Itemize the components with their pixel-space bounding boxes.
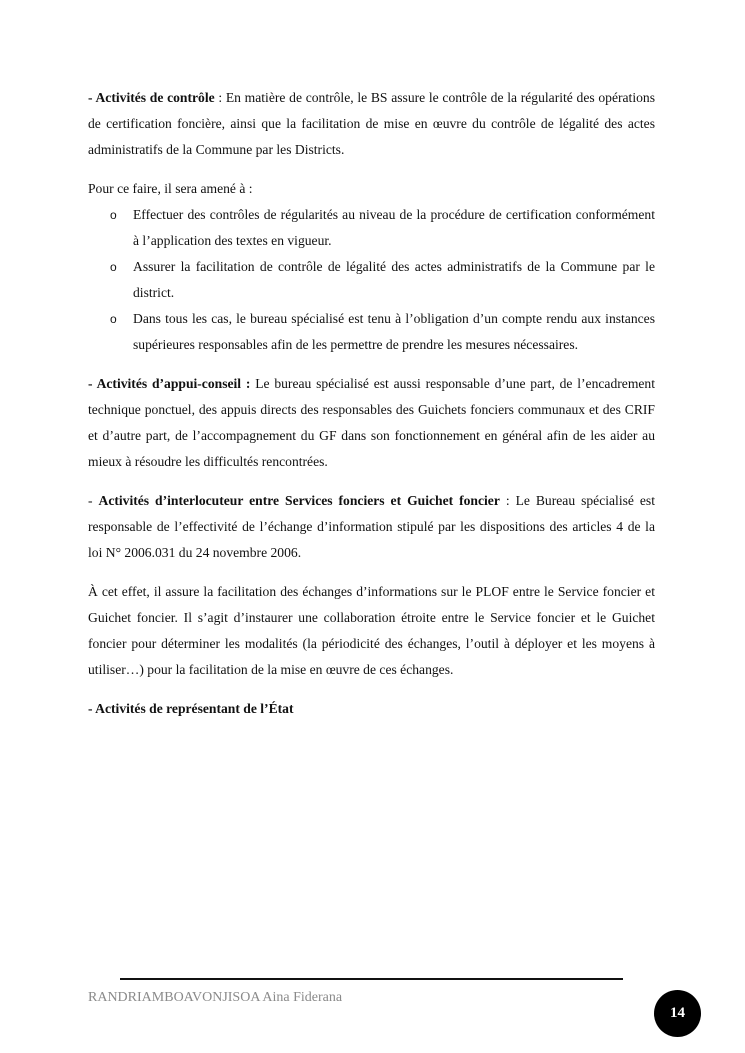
list-item — [88, 306, 655, 358]
heading-controle: - Activités de contrôle — [88, 90, 215, 105]
paragraph-representant — [88, 696, 655, 722]
circle-bullet-icon: o — [110, 312, 117, 326]
bullet-list — [88, 202, 655, 358]
paragraph-effet: À cet effet, il assure la facilitation des échanges d’informations sur le PLOF entre le Service foncier et Guichet foncier. Il s’agit d’instaurer une collaboration étroite entre le Service foncier et le Guichet foncier pour déterminer les modalités (la périodicité des échanges, l’outil à déployer et les moyens à utiliser…) pour la facilitation de la mise en œuvre de ces échanges. — [88, 584, 655, 677]
list-item-text: Effectuer des contrôles de régularités au niveau de la procédure de certification conformément à l’application des textes en vigueur. — [133, 207, 655, 248]
prefix-interlocuteur: - — [88, 493, 99, 508]
paragraph-intro: Pour ce faire, il sera amené à : — [88, 181, 253, 196]
footer-divider — [120, 978, 623, 980]
paragraph-interlocuteur — [88, 488, 655, 566]
page-number: 14 — [670, 1005, 685, 1021]
heading-interlocuteur: Activités d’interlocuteur entre Services fonciers et Guichet foncier — [98, 493, 500, 508]
list-item — [88, 254, 655, 306]
heading-appui-conseil: - Activités d’appui-conseil : — [88, 376, 251, 391]
list-item-text: Dans tous les cas, le bureau spécialisé est tenu à l’obligation d’un compte rendu aux instances supérieures responsables afin de les permettre de prendre les mesures nécessaires. — [133, 311, 655, 352]
circle-bullet-icon: o — [110, 260, 117, 274]
paragraph-appui-conseil — [88, 371, 655, 475]
page-body — [88, 85, 655, 735]
paragraph-controle — [88, 85, 655, 163]
heading-representant: - Activités de représentant de l’État — [88, 701, 294, 716]
page-number-badge — [654, 990, 701, 1037]
footer-author: RANDRIAMBOAVONJISOA Aina Fiderana — [88, 990, 343, 1005]
list-item — [88, 202, 655, 254]
text-interlocuteur: : Le Bureau spécialisé est responsable de l’effectivité de l’échange d’information stipulé par les dispositions des articles 4 de la loi N° 2006.031 du 24 novembre 2006. — [88, 493, 655, 560]
text-appui-conseil: Le bureau spécialisé est aussi responsable d’une part, de l’encadrement technique ponctuel, des appuis directs des responsables des Guichets fonciers communaux et des CRIF et d’autre part, de l’accompagnement du GF dans son fonctionnement en général afin de les aider au mieux à résoudre les difficultés rencontrées. — [88, 376, 655, 469]
text-controle: : En matière de contrôle, le BS assure le contrôle de la régularité des opérations de certification foncière, ainsi que la facilitation de mise en œuvre du contrôle de légalité des actes administratifs de la Commune par les Districts. — [88, 90, 655, 157]
circle-bullet-icon: o — [110, 208, 117, 222]
list-item-text: Assurer la facilitation de contrôle de légalité des actes administratifs de la Commune par le district. — [133, 259, 655, 300]
